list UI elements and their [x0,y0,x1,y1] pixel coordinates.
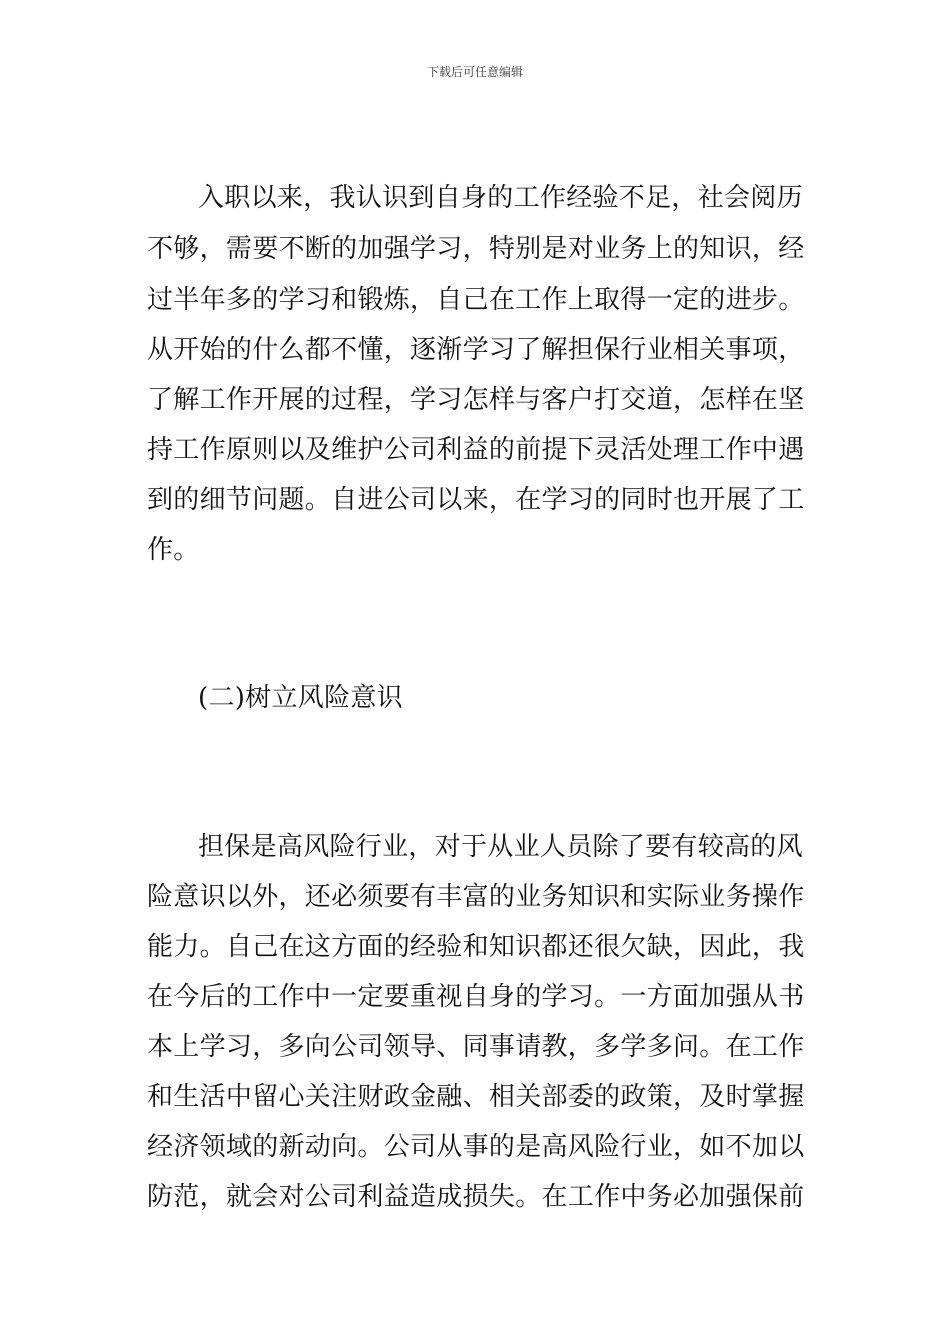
paragraph-line: 了解工作开展的过程，学习怎样与客户打交道，怎样在坚 [147,385,805,415]
paragraph-line: 险意识以外，还必须要有丰富的业务知识和实际业务操作 [147,882,805,912]
section-heading: (二)树立风险意识 [198,683,403,713]
header-note: 下载后可任意编辑 [426,65,523,79]
paragraph-line: 作。 [147,535,200,565]
paragraph-line: 防范，就会对公司利益造成损失。在工作中务必加强保前 [147,1182,805,1212]
paragraph-line: 入职以来，我认识到自身的工作经验不足，社会阅历 [198,183,803,213]
paragraph-line: 担保是高风险行业，对于从业人员除了要有较高的风 [198,832,803,862]
paragraph-line: 持工作原则以及维护公司利益的前提下灵活处理工作中遇 [147,435,805,465]
paragraph-line: 过半年多的学习和锻炼，自己在工作上取得一定的进步。 [147,285,805,315]
paragraph-line: 从开始的什么都不懂，逐渐学习了解担保行业相关事项， [147,335,805,365]
paragraph-line: 和生活中留心关注财政金融、相关部委的政策，及时掌握 [147,1082,805,1112]
paragraph-line: 能力。自己在这方面的经验和知识都还很欠缺，因此，我 [147,932,805,962]
paragraph-line: 经济领域的新动向。公司从事的是高风险行业，如不加以 [147,1132,805,1162]
paragraph-line: 本上学习，多向公司领导、同事请教，多学多问。在工作 [147,1032,805,1062]
paragraph-line: 在今后的工作中一定要重视自身的学习。一方面加强从书 [147,982,805,1012]
paragraph-line: 到的细节问题。自进公司以来，在学习的同时也开展了工 [147,485,805,515]
paragraph-line: 不够，需要不断的加强学习，特别是对业务上的知识，经 [147,234,805,264]
